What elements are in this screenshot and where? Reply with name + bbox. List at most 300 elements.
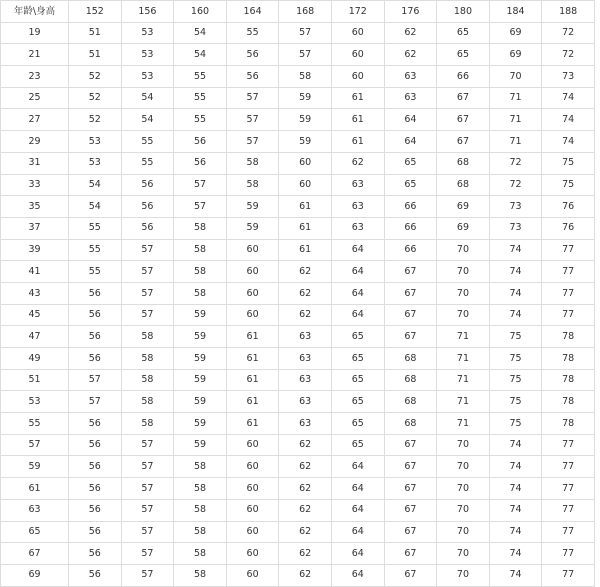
- weight-cell: 66: [384, 196, 437, 218]
- table-row: [1, 521, 595, 543]
- weight-cell: 67: [384, 521, 437, 543]
- weight-cell: 69: [489, 44, 542, 66]
- height-header-cell: 176: [384, 1, 437, 23]
- weight-cell: 70: [437, 282, 490, 304]
- weight-cell: 56: [69, 326, 122, 348]
- weight-cell: 77: [542, 564, 595, 586]
- weight-cell: 59: [174, 326, 227, 348]
- weight-cell: 65: [331, 348, 384, 370]
- weight-cell: 62: [331, 152, 384, 174]
- weight-cell: 63: [331, 217, 384, 239]
- weight-cell: 70: [437, 434, 490, 456]
- weight-cell: 71: [437, 369, 490, 391]
- weight-cell: 56: [69, 456, 122, 478]
- weight-cell: 64: [384, 131, 437, 153]
- weight-cell: 62: [279, 456, 332, 478]
- weight-cell: 67: [437, 87, 490, 109]
- weight-cell: 70: [437, 499, 490, 521]
- weight-cell: 70: [437, 456, 490, 478]
- weight-cell: 62: [279, 478, 332, 500]
- weight-cell: 64: [331, 304, 384, 326]
- weight-cell: 56: [121, 196, 174, 218]
- weight-cell: 70: [437, 478, 490, 500]
- table-row: [1, 131, 595, 153]
- weight-cell: 61: [226, 326, 279, 348]
- weight-cell: 71: [437, 413, 490, 435]
- age-cell: 33: [1, 174, 69, 196]
- weight-cell: 63: [279, 413, 332, 435]
- weight-cell: 64: [331, 564, 384, 586]
- weight-cell: 71: [489, 131, 542, 153]
- weight-cell: 69: [489, 22, 542, 44]
- weight-cell: 57: [69, 369, 122, 391]
- height-header-cell: 152: [69, 1, 122, 23]
- weight-cell: 54: [174, 22, 227, 44]
- weight-cell: 67: [384, 543, 437, 565]
- weight-cell: 57: [121, 261, 174, 283]
- table-row: [1, 152, 595, 174]
- weight-cell: 58: [174, 217, 227, 239]
- weight-cell: 74: [489, 543, 542, 565]
- weight-cell: 65: [437, 44, 490, 66]
- weight-cell: 57: [226, 131, 279, 153]
- age-cell: 25: [1, 87, 69, 109]
- weight-cell: 63: [279, 391, 332, 413]
- weight-cell: 78: [542, 391, 595, 413]
- weight-cell: 53: [69, 131, 122, 153]
- weight-cell: 71: [437, 391, 490, 413]
- weight-cell: 63: [331, 196, 384, 218]
- weight-cell: 57: [121, 239, 174, 261]
- weight-cell: 74: [489, 434, 542, 456]
- weight-cell: 60: [226, 261, 279, 283]
- weight-cell: 78: [542, 369, 595, 391]
- weight-cell: 58: [174, 456, 227, 478]
- weight-cell: 77: [542, 521, 595, 543]
- table-row: [1, 44, 595, 66]
- weight-cell: 63: [331, 174, 384, 196]
- weight-cell: 74: [489, 478, 542, 500]
- weight-cell: 57: [279, 44, 332, 66]
- weight-cell: 68: [437, 174, 490, 196]
- table-row: [1, 369, 595, 391]
- weight-cell: 57: [226, 109, 279, 131]
- weight-cell: 62: [279, 499, 332, 521]
- weight-cell: 73: [489, 217, 542, 239]
- weight-cell: 60: [331, 44, 384, 66]
- height-header-cell: 172: [331, 1, 384, 23]
- weight-cell: 63: [279, 326, 332, 348]
- weight-cell: 59: [174, 369, 227, 391]
- weight-cell: 51: [69, 44, 122, 66]
- weight-cell: 60: [226, 434, 279, 456]
- age-cell: 37: [1, 217, 69, 239]
- weight-cell: 59: [174, 304, 227, 326]
- weight-cell: 74: [489, 304, 542, 326]
- height-header-cell: 156: [121, 1, 174, 23]
- weight-cell: 67: [384, 434, 437, 456]
- table-row: [1, 217, 595, 239]
- age-cell: 49: [1, 348, 69, 370]
- weight-cell: 64: [331, 282, 384, 304]
- age-cell: 63: [1, 499, 69, 521]
- weight-cell: 74: [542, 131, 595, 153]
- weight-cell: 64: [331, 478, 384, 500]
- age-cell: 53: [1, 391, 69, 413]
- weight-cell: 75: [542, 152, 595, 174]
- table-row: [1, 413, 595, 435]
- age-cell: 27: [1, 109, 69, 131]
- weight-cell: 58: [174, 543, 227, 565]
- weight-cell: 67: [384, 304, 437, 326]
- table-row: [1, 66, 595, 88]
- weight-cell: 63: [279, 348, 332, 370]
- weight-cell: 66: [384, 239, 437, 261]
- corner-header-cell: 年龄\身高: [1, 1, 69, 23]
- age-cell: 29: [1, 131, 69, 153]
- weight-cell: 60: [226, 499, 279, 521]
- weight-cell: 59: [279, 131, 332, 153]
- weight-cell: 52: [69, 66, 122, 88]
- weight-cell: 56: [69, 521, 122, 543]
- weight-cell: 62: [279, 261, 332, 283]
- weight-cell: 78: [542, 348, 595, 370]
- weight-cell: 55: [69, 217, 122, 239]
- weight-cell: 71: [437, 348, 490, 370]
- weight-cell: 57: [121, 434, 174, 456]
- weight-cell: 73: [489, 196, 542, 218]
- weight-cell: 72: [542, 22, 595, 44]
- weight-cell: 56: [69, 564, 122, 586]
- weight-cell: 60: [226, 304, 279, 326]
- weight-cell: 58: [174, 282, 227, 304]
- weight-cell: 56: [174, 152, 227, 174]
- weight-cell: 57: [226, 87, 279, 109]
- weight-cell: 78: [542, 326, 595, 348]
- weight-cell: 68: [384, 348, 437, 370]
- age-cell: 65: [1, 521, 69, 543]
- weight-cell: 74: [489, 456, 542, 478]
- weight-cell: 66: [437, 66, 490, 88]
- table-row: [1, 326, 595, 348]
- weight-cell: 55: [174, 87, 227, 109]
- weight-cell: 62: [279, 543, 332, 565]
- weight-cell: 68: [384, 391, 437, 413]
- weight-cell: 71: [489, 87, 542, 109]
- age-cell: 19: [1, 22, 69, 44]
- weight-cell: 57: [174, 174, 227, 196]
- weight-cell: 57: [121, 564, 174, 586]
- weight-cell: 51: [69, 22, 122, 44]
- weight-cell: 58: [121, 369, 174, 391]
- weight-cell: 67: [437, 109, 490, 131]
- weight-cell: 57: [69, 391, 122, 413]
- table-row: [1, 543, 595, 565]
- weight-cell: 64: [331, 261, 384, 283]
- weight-cell: 65: [331, 434, 384, 456]
- weight-cell: 69: [437, 196, 490, 218]
- age-cell: 21: [1, 44, 69, 66]
- weight-cell: 65: [331, 413, 384, 435]
- weight-cell: 55: [226, 22, 279, 44]
- weight-cell: 62: [279, 521, 332, 543]
- weight-cell: 70: [437, 239, 490, 261]
- weight-cell: 60: [331, 66, 384, 88]
- weight-cell: 58: [279, 66, 332, 88]
- table-row: [1, 391, 595, 413]
- weight-cell: 64: [384, 109, 437, 131]
- weight-cell: 55: [174, 109, 227, 131]
- weight-cell: 64: [331, 239, 384, 261]
- weight-cell: 65: [331, 369, 384, 391]
- weight-cell: 74: [542, 109, 595, 131]
- weight-cell: 61: [226, 369, 279, 391]
- weight-cell: 71: [489, 109, 542, 131]
- weight-cell: 61: [279, 239, 332, 261]
- table-row: [1, 109, 595, 131]
- weight-cell: 59: [174, 413, 227, 435]
- weight-cell: 70: [489, 66, 542, 88]
- weight-cell: 75: [489, 369, 542, 391]
- weight-cell: 60: [279, 152, 332, 174]
- table-row: [1, 261, 595, 283]
- weight-cell: 75: [489, 348, 542, 370]
- weight-cell: 67: [384, 478, 437, 500]
- weight-cell: 67: [384, 326, 437, 348]
- height-header-cell: 168: [279, 1, 332, 23]
- weight-cell: 53: [121, 22, 174, 44]
- weight-cell: 58: [174, 521, 227, 543]
- weight-cell: 58: [174, 261, 227, 283]
- weight-cell: 58: [174, 564, 227, 586]
- age-cell: 31: [1, 152, 69, 174]
- weight-cell: 56: [226, 66, 279, 88]
- weight-cell: 61: [226, 413, 279, 435]
- weight-cell: 74: [542, 87, 595, 109]
- weight-cell: 61: [226, 391, 279, 413]
- weight-cell: 56: [69, 434, 122, 456]
- weight-cell: 63: [384, 66, 437, 88]
- weight-cell: 57: [121, 543, 174, 565]
- weight-cell: 72: [542, 44, 595, 66]
- age-cell: 55: [1, 413, 69, 435]
- weight-cell: 78: [542, 413, 595, 435]
- table-row: [1, 564, 595, 586]
- weight-cell: 77: [542, 304, 595, 326]
- weight-cell: 58: [121, 326, 174, 348]
- weight-cell: 56: [121, 217, 174, 239]
- weight-cell: 74: [489, 521, 542, 543]
- table-row: [1, 282, 595, 304]
- weight-cell: 64: [331, 521, 384, 543]
- weight-cell: 75: [489, 391, 542, 413]
- weight-cell: 67: [384, 261, 437, 283]
- weight-cell: 62: [279, 434, 332, 456]
- weight-cell: 58: [226, 174, 279, 196]
- weight-cell: 77: [542, 261, 595, 283]
- weight-cell: 77: [542, 478, 595, 500]
- age-cell: 67: [1, 543, 69, 565]
- weight-cell: 71: [437, 326, 490, 348]
- table-row: [1, 196, 595, 218]
- weight-cell: 60: [226, 543, 279, 565]
- height-header-cell: 188: [542, 1, 595, 23]
- age-cell: 47: [1, 326, 69, 348]
- weight-cell: 59: [174, 434, 227, 456]
- weight-cell: 65: [331, 391, 384, 413]
- age-cell: 51: [1, 369, 69, 391]
- weight-cell: 52: [69, 87, 122, 109]
- weight-cell: 65: [384, 152, 437, 174]
- header-row: [1, 1, 595, 23]
- weight-cell: 57: [121, 282, 174, 304]
- weight-cell: 69: [437, 217, 490, 239]
- weight-cell: 62: [279, 282, 332, 304]
- weight-cell: 67: [384, 456, 437, 478]
- weight-cell: 56: [226, 44, 279, 66]
- height-header-cell: 164: [226, 1, 279, 23]
- weight-cell: 60: [226, 282, 279, 304]
- weight-cell: 67: [384, 564, 437, 586]
- weight-cell: 68: [437, 152, 490, 174]
- weight-cell: 58: [121, 413, 174, 435]
- weight-cell: 53: [121, 44, 174, 66]
- age-cell: 59: [1, 456, 69, 478]
- table-row: [1, 174, 595, 196]
- weight-cell: 57: [279, 22, 332, 44]
- weight-cell: 56: [69, 348, 122, 370]
- weight-cell: 60: [226, 239, 279, 261]
- table-row: [1, 499, 595, 521]
- weight-cell: 60: [226, 456, 279, 478]
- weight-cell: 72: [489, 174, 542, 196]
- age-cell: 43: [1, 282, 69, 304]
- age-cell: 61: [1, 478, 69, 500]
- weight-cell: 70: [437, 564, 490, 586]
- weight-cell: 68: [384, 413, 437, 435]
- weight-cell: 59: [279, 109, 332, 131]
- weight-cell: 77: [542, 456, 595, 478]
- age-cell: 69: [1, 564, 69, 586]
- weight-cell: 74: [489, 282, 542, 304]
- weight-cell: 72: [489, 152, 542, 174]
- weight-cell: 53: [121, 66, 174, 88]
- weight-cell: 56: [121, 174, 174, 196]
- weight-cell: 77: [542, 543, 595, 565]
- weight-cell: 59: [226, 217, 279, 239]
- weight-cell: 57: [121, 499, 174, 521]
- weight-cell: 59: [279, 87, 332, 109]
- table-row: [1, 304, 595, 326]
- weight-cell: 62: [279, 564, 332, 586]
- weight-cell: 55: [121, 152, 174, 174]
- weight-cell: 58: [174, 478, 227, 500]
- table-row: [1, 87, 595, 109]
- weight-cell: 56: [69, 499, 122, 521]
- weight-cell: 67: [384, 282, 437, 304]
- weight-cell: 75: [489, 326, 542, 348]
- weight-cell: 62: [279, 304, 332, 326]
- weight-cell: 70: [437, 304, 490, 326]
- weight-cell: 70: [437, 261, 490, 283]
- weight-cell: 76: [542, 217, 595, 239]
- weight-cell: 52: [69, 109, 122, 131]
- weight-cell: 53: [69, 152, 122, 174]
- weight-cell: 64: [331, 456, 384, 478]
- weight-cell: 77: [542, 434, 595, 456]
- weight-cell: 56: [69, 543, 122, 565]
- weight-cell: 73: [542, 66, 595, 88]
- weight-cell: 76: [542, 196, 595, 218]
- height-header-cell: 160: [174, 1, 227, 23]
- weight-cell: 75: [489, 413, 542, 435]
- weight-cell: 56: [69, 413, 122, 435]
- weight-cell: 65: [331, 326, 384, 348]
- table-row: [1, 239, 595, 261]
- weight-cell: 74: [489, 564, 542, 586]
- table-row: [1, 456, 595, 478]
- age-cell: 41: [1, 261, 69, 283]
- weight-cell: 60: [331, 22, 384, 44]
- weight-cell: 56: [69, 282, 122, 304]
- weight-cell: 77: [542, 499, 595, 521]
- weight-cell: 60: [226, 564, 279, 586]
- weight-cell: 77: [542, 282, 595, 304]
- table-row: [1, 478, 595, 500]
- weight-cell: 62: [384, 22, 437, 44]
- weight-cell: 67: [437, 131, 490, 153]
- weight-cell: 58: [174, 499, 227, 521]
- weight-cell: 61: [279, 217, 332, 239]
- age-cell: 39: [1, 239, 69, 261]
- table-body: [1, 22, 595, 586]
- height-header-cell: 180: [437, 1, 490, 23]
- weight-cell: 68: [384, 369, 437, 391]
- weight-cell: 54: [121, 87, 174, 109]
- weight-cell: 60: [226, 521, 279, 543]
- weight-cell: 61: [331, 87, 384, 109]
- weight-cell: 55: [174, 66, 227, 88]
- weight-cell: 70: [437, 521, 490, 543]
- weight-cell: 59: [174, 391, 227, 413]
- table-row: [1, 434, 595, 456]
- age-cell: 57: [1, 434, 69, 456]
- weight-cell: 54: [69, 174, 122, 196]
- weight-cell: 74: [489, 499, 542, 521]
- weight-cell: 74: [489, 239, 542, 261]
- weight-cell: 74: [489, 261, 542, 283]
- weight-cell: 54: [121, 109, 174, 131]
- height-header-cell: 184: [489, 1, 542, 23]
- weight-cell: 60: [279, 174, 332, 196]
- weight-cell: 56: [69, 304, 122, 326]
- weight-cell: 77: [542, 239, 595, 261]
- weight-cell: 64: [331, 543, 384, 565]
- weight-cell: 54: [69, 196, 122, 218]
- weight-cell: 64: [331, 499, 384, 521]
- table-row: [1, 22, 595, 44]
- weight-cell: 60: [226, 478, 279, 500]
- weight-cell: 57: [121, 304, 174, 326]
- weight-cell: 56: [69, 478, 122, 500]
- weight-cell: 56: [174, 131, 227, 153]
- table-row: [1, 348, 595, 370]
- weight-cell: 55: [69, 261, 122, 283]
- weight-cell: 61: [331, 109, 384, 131]
- weight-cell: 70: [437, 543, 490, 565]
- weight-cell: 58: [121, 391, 174, 413]
- weight-cell: 58: [226, 152, 279, 174]
